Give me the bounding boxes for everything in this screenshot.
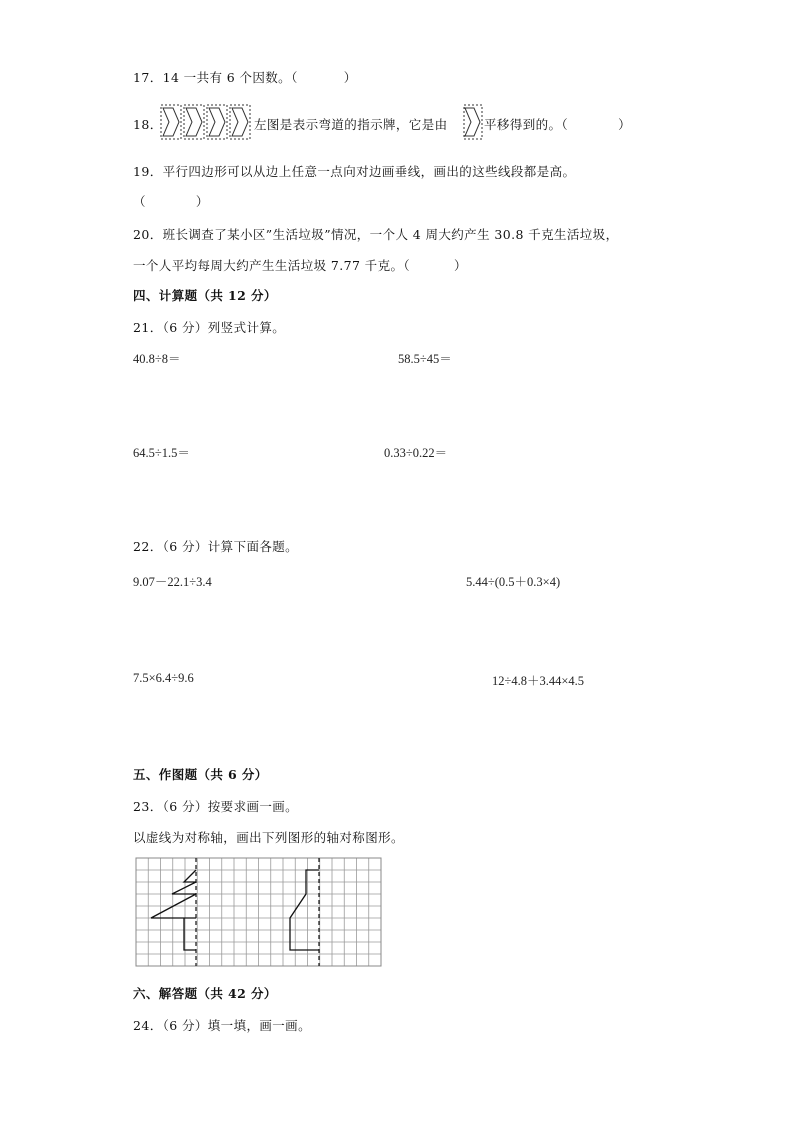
question-17 (133, 68, 357, 86)
expr-22-1: 9.07－22.1÷3.4 (133, 575, 212, 589)
question-23-instruction: 以虚线为对称轴，画出下列图形的轴对称图形。 (133, 830, 404, 845)
paren-open: （ (133, 194, 146, 209)
expr-22-4: 12÷4.8＋3.44×4.5 (492, 674, 585, 688)
question-23-title: 23．（6 分）按要求画一画。 (133, 799, 299, 814)
question-21-title: 21．（6 分）列竖式计算。 (133, 320, 286, 335)
single-sign-tile (463, 104, 483, 140)
sign-tile-1 (161, 105, 181, 139)
sign-tile-3 (207, 105, 227, 139)
expr-21-3: 64.5÷1.5＝ (133, 446, 190, 460)
expr-22-2: 5.44÷(0.5＋0.3×4) (466, 575, 561, 589)
paren-close: ） (454, 258, 467, 273)
expr-21-1: 40.8÷8＝ (133, 352, 181, 366)
section-4-title: 四、计算题（共 12 分） (133, 288, 277, 303)
paren-close: ） (195, 194, 209, 209)
sign-tile-2 (184, 105, 204, 139)
symmetry-grid (135, 857, 382, 967)
section-5-title: 五、作图题（共 6 分） (133, 767, 268, 782)
grid-lines (136, 858, 381, 966)
question-24-title: 24．（6 分）填一填，画一画。 (133, 1018, 311, 1033)
sign-tile-4 (230, 105, 250, 139)
question-20-line1: 20．班长调查了某小区”生活垃圾”情况，一个人 4 周大约产生 30.8 千克生活垃圾， (133, 227, 619, 242)
question-20-line2 (133, 256, 467, 274)
question-18-number: 18． (133, 117, 163, 132)
expr-21-2: 58.5÷45＝ (398, 352, 452, 366)
question-22-title: 22．（6 分）计算下面各题。 (133, 539, 299, 554)
paren-close: ） (343, 70, 357, 85)
question-17-text: 17．14 一共有 6 个因数。（ (133, 70, 298, 85)
question-19-text: 19．平行四边形可以从边上任意一点向对边画垂线，画出的这些线段都是高。 (133, 164, 576, 179)
curve-sign-figure (160, 104, 254, 140)
question-19-answer (133, 192, 209, 210)
expr-22-3: 7.5×6.4÷9.6 (133, 671, 194, 685)
question-18-text-b-label: 平移得到的。（ (484, 117, 569, 132)
paren-close: ） (618, 117, 631, 132)
section-6-title: 六、解答题（共 42 分） (133, 986, 277, 1001)
question-18-text-b (484, 115, 631, 133)
expr-21-4: 0.33÷0.22＝ (384, 446, 448, 460)
question-18-text-a: 左图是表示弯道的指示牌，它是由 (254, 117, 448, 132)
question-20-line2-text: 一个人平均每周大约产生生活垃圾 7.77 千克。（ (133, 258, 411, 273)
